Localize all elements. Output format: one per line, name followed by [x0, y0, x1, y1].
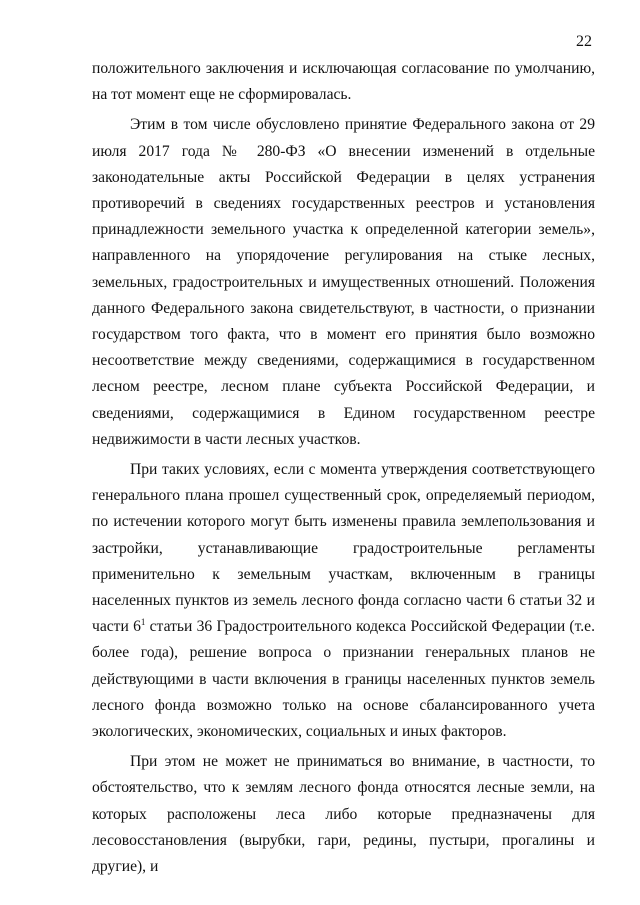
paragraph-conditions-part2: статьи 36 Градостроительного кодекса Российской Федерации (т.е. более года), решение вопроса о признании генеральных планов не действующими в части включения в границы населенных пунктов земель лесного фонда возможно только на основе сбалансированного учета экологических, экономических, социальных и иных факторов. — [92, 618, 595, 741]
paragraph-conditions-part1: При таких условиях, если с момента утверждения соответствующего генерального плана прошел существенный срок, определяемый периодом, по истечении которого могут быть изменены правила землепользования и застройки, устанавливающие градостроительные регламенты применительно к земельным участкам, включенным в границы населенных пунктов из земель лесного фонда согласно части 6 статьи 32 и части 6 — [92, 461, 595, 636]
paragraph-forest-lands: При этом не может не приниматься во внимание, в частности, то обстоятельство, что к землям лесного фонда относятся лесные земли, на которых расположены леса либо которые предназначены для лесовосстановления (вырубки, гари, редины, пустыри, прогалины и другие), и — [92, 753, 595, 876]
document-body — [92, 56, 595, 884]
paragraph-federal-law: Этим в том числе обусловлено принятие Федерального закона от 29 июля 2017 года № 280-ФЗ «О внесении изменений в отдельные законодательные акты Российской Федерации в целях устранения противоречий в сведениях государственных реестров и установления принадлежности земельного участка к определенной категории земель», направленного на упорядочение регулирования на стыке лесных, земельных, градостроительных и имущественных отношений. Положения данного Федерального закона свидетельствуют, в частности, о признании государством того факта, что в момент его принятия было возможно несоответствие между сведениями, содержащимися в государственном лесном реестре, лесном плане субъекта Российской Федерации, и сведениями, содержащимися в Едином государственном реестре недвижимости в части лесных участков. — [92, 116, 595, 448]
paragraph-continuation: положительного заключения и исключающая согласование по умолчанию, на тот момент еще не сформировалась. — [92, 60, 595, 104]
page-number: 22 — [576, 33, 592, 50]
superscript-footnote: 1 — [140, 617, 146, 628]
paragraph-conditions — [92, 457, 595, 745]
